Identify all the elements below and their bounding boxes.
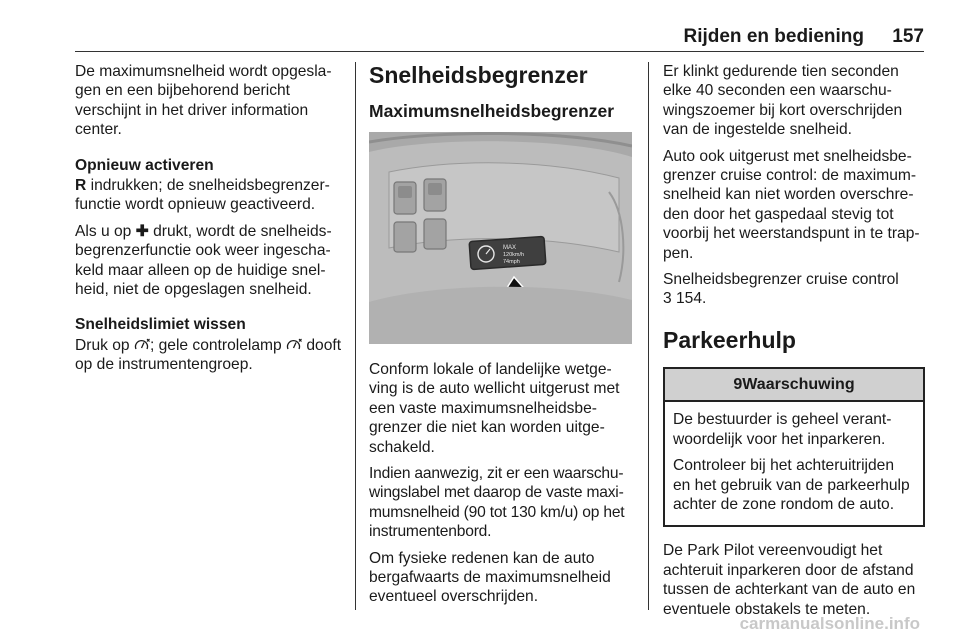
reactivate-heading: Opnieuw activeren xyxy=(75,156,214,174)
speed-limiter-icon xyxy=(134,338,150,351)
plus-paragraph: Als u op ✚ drukt, wordt de snelheidsbegrenzerfunctie ook weer ingeschakeld maar alleen op de huidige snelheid, niet de opgeslagen snelheid. xyxy=(75,222,332,299)
dashboard-drawing xyxy=(369,132,632,344)
r-key-symbol: R xyxy=(75,177,87,195)
warning-title: 9Waarschuwing xyxy=(665,369,923,402)
parking-heading: Parkeerhulp xyxy=(663,326,796,353)
page-reference-link[interactable]: 3 154. xyxy=(663,290,707,308)
column-right xyxy=(663,62,925,626)
reference-paragraph: Snelheidsbegrenzer cruise control 3 154. xyxy=(663,271,899,308)
section-title: Rijden en bediening xyxy=(683,26,864,47)
dashboard-illustration xyxy=(369,132,632,344)
intro-paragraph: De maximumsnelheid wordt opgeslagen en een bijbehorend bericht verschijnt in het driver information center. xyxy=(75,63,332,139)
cruise-control-paragraph: Auto ook uitgerust met snelheidsbegrenzer cruise control: de maximumsnelheid kan niet worden overschreden door het gaspedaal stevig tot voorbij het weerstandspunt in te trappen. xyxy=(663,147,920,262)
page-header xyxy=(75,26,924,50)
column-divider xyxy=(355,62,356,610)
warning-label-paragraph: Indien aanwezig, zit er een waarschuwingslabel met daarop de vaste maximumsnelheid (90 tot 130 km/u) op het instrumentenbord. xyxy=(369,465,625,541)
buzzer-paragraph: Er klinkt gedurende tien seconden elke 40 seconden een waarschuwingszoemer bij kort overschrijden van de ingestelde snelheid. xyxy=(663,63,903,139)
watermark: carmanualsonline.info xyxy=(739,614,920,633)
warning-paragraph: De bestuurder is geheel verantwoordelijk voor het inparkeren. xyxy=(673,411,892,448)
label-mph-text: 74mph xyxy=(503,259,520,265)
warning-paragraph: Controleer bij het achteruitrijden en het gebruik van de parkeerhulp achter de zone rondom de auto. xyxy=(673,457,910,513)
subsection-heading: Maximumsnelheidsbegrenzer xyxy=(369,101,615,121)
speed-limiter-warning-lamp-icon xyxy=(286,338,302,351)
warning-box xyxy=(663,367,925,527)
clear-limit-paragraph: Druk op ; gele controlelamp dooft op de instrumentengroep. xyxy=(75,336,342,374)
downhill-paragraph: Om fysieke redenen kan de auto bergafwaarts de maximumsnelheid eventueel overschrijden. xyxy=(369,549,611,606)
section-heading: Snelheidsbegrenzer xyxy=(369,62,588,88)
plus-icon: ✚ xyxy=(135,222,149,240)
reactivate-paragraph: R indrukken; de snelheidsbegrenzerfunctie wordt opnieuw geactiveerd. xyxy=(75,177,330,214)
column-left xyxy=(75,62,345,382)
clear-limit-heading: Snelheidslimiet wissen xyxy=(75,316,246,334)
column-middle xyxy=(369,62,635,614)
label-max-text: MAX xyxy=(503,245,517,251)
park-pilot-paragraph: De Park Pilot vereenvoudigt het achteruit inparkeren door de afstand tussen de achterkant van de auto en eventuele obstakels te meten. xyxy=(663,542,916,618)
column-divider xyxy=(648,62,649,610)
label-kmh-text: 120km/h xyxy=(503,252,525,258)
fixed-limiter-paragraph: Conform lokale of landelijke wetgeving is de auto wellicht uitgerust met een vaste maximumsnelheidsbegrenzer die niet kan worden uitgeschakeld. xyxy=(369,361,620,456)
page-number: 157 xyxy=(892,26,924,47)
header-rule xyxy=(75,51,924,52)
